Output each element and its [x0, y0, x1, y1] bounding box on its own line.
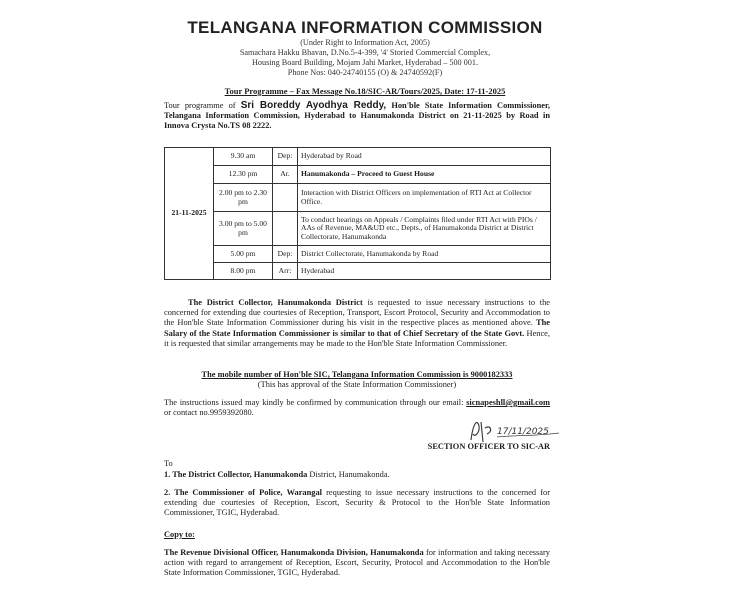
to-item-2: [164, 488, 550, 519]
address-line-2: Housing Board Building, Mojam Jahi Market, Hyderabad – 500 001.: [251, 58, 479, 67]
table-row: [165, 184, 551, 212]
table-row: [165, 263, 551, 280]
to-item-2-rest: requesting to issue necessary instructions to the concerned for extending due courtesies of Reception, Escort, Security & Protocol to the Hon'ble State Information Commissioner, TGIC, Hyderabad.: [164, 488, 551, 518]
intro-paragraph: [164, 101, 550, 132]
to-item-2-bold: 2. The Commissioner of Police, Warangal: [164, 488, 322, 497]
intro-rest: Hon'ble State Information Commissioner, Telangana Information Commission, Hyderabad to Hanumakonda District on 21-11-2025 by Road in Innova Crysta No.TS 08 2222.: [164, 101, 551, 131]
table-row: [165, 166, 551, 184]
act-line: (Under Right to Information Act, 2005): [300, 38, 430, 47]
row-desc: District Collectorate, Hanumakonda by Road: [298, 246, 551, 263]
to-item-1: [164, 470, 550, 480]
row-time: 12.30 pm: [214, 166, 273, 184]
intro-prefix: Tour programme of: [164, 101, 236, 110]
salary-text: Hence, it is requested that similar arrangements may be made to the Hon'ble State Information Commissioner.: [164, 328, 550, 348]
row-desc: To conduct hearings on Appeals / Complaints filed under RTI Act with PIOs / AAs of Revenue, MA&UD etc., Depts., of Hanumakonda District at District Collectorate, Hanumakonda: [298, 212, 551, 246]
row-code: Dep:: [273, 246, 298, 263]
copy-to-paragraph: [164, 548, 550, 579]
row-time: 9.30 am: [214, 148, 273, 166]
approval-text: (This has approval of the State Information Commissioner): [257, 380, 457, 390]
email-link[interactable]: sicnapeshll@gmail.com: [466, 398, 551, 407]
row-desc: Interaction with District Officers on implementation of RTI Act at Collector Office.: [298, 184, 551, 212]
commissioner-name: Sri Boreddy Ayodhya Reddy,: [240, 100, 387, 111]
row-code: [273, 212, 298, 246]
schedule-table: [164, 147, 551, 280]
commission-title: TELANGANA INFORMATION COMMISSION: [187, 18, 543, 37]
mobile-number-text: The mobile number of Hon'ble SIC, Telangana Information Commission is 9000182333: [201, 370, 513, 379]
copy-to-label: Copy to:: [164, 530, 195, 539]
row-code: Arr:: [273, 263, 298, 280]
signatory-designation: SECTION OFFICER TO SIC-AR: [427, 442, 550, 451]
collector-text: is requested to issue necessary instructions to the concerned for extending due courtesies of Reception, Transport, Escort Protocol, Security and Accommodation to the Hon'ble State Information Commissioner during his visit in the respective places as mentioned above.: [164, 298, 551, 328]
row-time: 2.00 pm to 2.30 pm: [214, 184, 273, 212]
copy-bold: The Revenue Divisional Officer, Hanumakonda Division, Hanumakonda: [164, 548, 424, 557]
signature-date: 17/11/2025: [497, 427, 549, 437]
collector-paragraph: [164, 298, 550, 349]
to-item-1-bold: 1. The District Collector, Hanumakonda: [164, 470, 308, 479]
confirm-text: The instructions issued may kindly be confirmed by communication through our email:: [164, 398, 464, 407]
row-time: 8.00 pm: [214, 263, 273, 280]
to-item-1-rest: District, Hanumakonda.: [309, 470, 390, 479]
schedule-date: 21-11-2025: [165, 148, 214, 280]
to-label: To: [164, 459, 173, 468]
row-desc: Hyderabad by Road: [298, 148, 551, 166]
table-row: [165, 246, 551, 263]
salary-bold: The Salary of the State Information Commissioner is similar to that of Chief Secretary of the State Govt.: [164, 318, 551, 338]
collector-bold: The District Collector, Hanumakonda District: [188, 298, 363, 307]
row-time: 5.00 pm: [214, 246, 273, 263]
row-desc: Hyderabad: [298, 263, 551, 280]
phone-line: Phone Nos: 040-24740155 (O) & 24740592(F): [287, 68, 443, 77]
contact-text: or contact no.9959392080.: [164, 408, 254, 418]
mobile-line: [164, 370, 550, 390]
row-code: Dep:: [273, 148, 298, 166]
row-desc: Hanumakonda – Proceed to Guest House: [298, 166, 551, 184]
table-row: [165, 212, 551, 246]
tour-programme-heading: Tour Programme – Fax Message No.18/SIC-AR/Tours/2025, Date: 17-11-2025: [224, 86, 506, 96]
row-code: [273, 184, 298, 212]
table-row: [165, 148, 551, 166]
address-line-1: Samachara Hakku Bhavan, D.No.5-4-399, '4' Storied Commercial Complex,: [239, 48, 491, 57]
row-code: Ar.: [273, 166, 298, 184]
copy-rest: for information and taking necessary action with regard to arrangement of Reception, Escort, Security, Protocol and Accommodation to the Hon'ble State Information Commissioner, TGIC, Hyderabad.: [164, 548, 550, 578]
row-time: 3.00 pm to 5.00 pm: [214, 212, 273, 246]
